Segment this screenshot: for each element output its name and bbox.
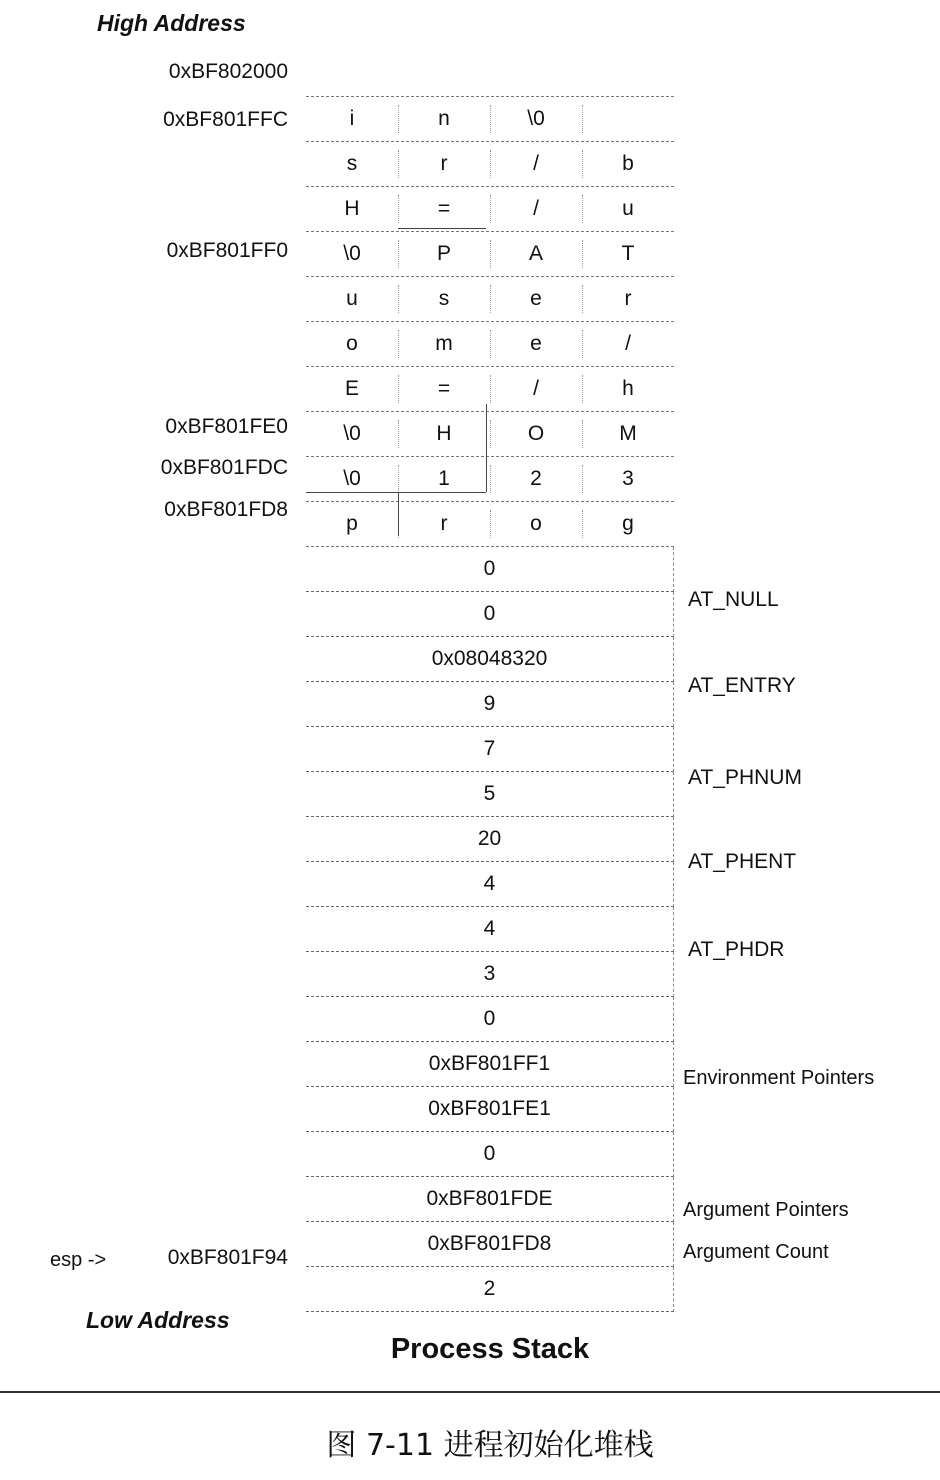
byte-cell: / bbox=[625, 332, 631, 355]
cell-divider bbox=[490, 465, 491, 493]
byte-cell bbox=[582, 97, 674, 141]
cell-divider bbox=[490, 195, 491, 223]
byte-row bbox=[306, 367, 674, 412]
byte-cell: H bbox=[344, 197, 360, 220]
byte-cell: M bbox=[619, 422, 637, 445]
cell-divider bbox=[490, 375, 491, 403]
stack-word: 0 bbox=[306, 547, 674, 592]
cell-divider bbox=[490, 150, 491, 178]
cell-divider bbox=[490, 240, 491, 268]
byte-row bbox=[306, 96, 674, 142]
address-label: 0xBF801FE0 bbox=[165, 415, 288, 438]
annotation-at-phnum: AT_PHNUM bbox=[688, 766, 802, 789]
byte-row bbox=[306, 277, 674, 322]
byte-cell: r bbox=[624, 287, 632, 310]
stack-word: 7 bbox=[306, 727, 674, 772]
byte-cell: r bbox=[440, 152, 448, 175]
low-address-label: Low Address bbox=[86, 1307, 230, 1333]
byte-cell: H bbox=[436, 422, 452, 445]
stack-word: 0 bbox=[306, 1132, 674, 1177]
cell-divider bbox=[582, 195, 583, 223]
highlight-box-line bbox=[398, 228, 486, 229]
byte-cell: b bbox=[622, 152, 634, 175]
byte-cell: p bbox=[346, 512, 358, 535]
cell-divider bbox=[490, 285, 491, 313]
annotation-env-pointers: Environment Pointers bbox=[683, 1067, 875, 1089]
cell-divider bbox=[582, 285, 583, 313]
byte-cell: 1 bbox=[438, 467, 450, 490]
figure-caption: 图 7-11 进程初始化堆栈 bbox=[326, 1428, 654, 1463]
byte-cell: o bbox=[530, 512, 542, 535]
byte-row bbox=[306, 457, 674, 502]
byte-cell: 2 bbox=[530, 467, 542, 490]
stack-word: 0xBF801FF1 bbox=[306, 1042, 674, 1087]
byte-cell: \0 bbox=[343, 467, 361, 490]
diagram-title: Process Stack bbox=[390, 1333, 590, 1365]
cell-divider bbox=[490, 330, 491, 358]
cell-divider bbox=[490, 105, 491, 133]
byte-cell: 3 bbox=[622, 467, 634, 490]
cell-divider bbox=[398, 195, 399, 223]
cell-divider bbox=[582, 330, 583, 358]
cell-divider bbox=[398, 240, 399, 268]
byte-row bbox=[306, 412, 674, 457]
byte-row bbox=[306, 322, 674, 367]
byte-row bbox=[306, 187, 674, 232]
stack-word: 0xBF801FDE bbox=[306, 1177, 674, 1222]
byte-cell: s bbox=[346, 152, 358, 175]
byte-cell: i bbox=[349, 107, 355, 130]
cell-divider bbox=[398, 150, 399, 178]
high-address-label: High Address bbox=[97, 10, 246, 36]
byte-cell: / bbox=[533, 152, 539, 175]
cell-divider bbox=[398, 465, 399, 493]
cell-divider bbox=[490, 420, 491, 448]
byte-cell: u bbox=[346, 287, 358, 310]
esp-address-label: 0xBF801F94 bbox=[167, 1246, 288, 1269]
cell-divider bbox=[398, 420, 399, 448]
cell-divider bbox=[582, 105, 583, 133]
byte-cell: s bbox=[438, 287, 450, 310]
byte-cell: \0 bbox=[343, 422, 361, 445]
byte-cell: = bbox=[437, 377, 451, 400]
cell-divider bbox=[582, 465, 583, 493]
stack-word: 3 bbox=[306, 952, 674, 997]
byte-cell: \0 bbox=[343, 242, 361, 265]
cell-divider bbox=[582, 150, 583, 178]
byte-cell: \0 bbox=[527, 107, 545, 130]
byte-row bbox=[306, 502, 674, 547]
address-label: 0xBF801FD8 bbox=[164, 498, 288, 521]
cell-divider bbox=[490, 510, 491, 538]
annotation-at-phent: AT_PHENT bbox=[688, 850, 797, 873]
cell-divider bbox=[398, 105, 399, 133]
byte-cell: g bbox=[622, 512, 634, 535]
address-label: 0xBF801FDC bbox=[160, 456, 288, 479]
stack-word: 0x08048320 bbox=[306, 637, 674, 682]
highlight-box-line bbox=[486, 404, 487, 492]
byte-row bbox=[306, 232, 674, 277]
stack-word: 2 bbox=[306, 1267, 674, 1312]
cell-divider bbox=[582, 375, 583, 403]
word-rows bbox=[306, 547, 674, 1312]
byte-cell: / bbox=[533, 197, 539, 220]
highlight-box-line bbox=[306, 492, 486, 493]
address-label: 0xBF802000 bbox=[168, 60, 288, 83]
cell-divider bbox=[582, 510, 583, 538]
stack-word: 0xBF801FD8 bbox=[306, 1222, 674, 1267]
byte-cell: T bbox=[621, 242, 635, 265]
byte-rows bbox=[306, 96, 674, 547]
byte-cell: o bbox=[346, 332, 358, 355]
cell-divider bbox=[398, 375, 399, 403]
byte-cell: n bbox=[438, 107, 450, 130]
stack-word: 0xBF801FE1 bbox=[306, 1087, 674, 1132]
process-stack-diagram bbox=[306, 96, 674, 1312]
byte-cell: = bbox=[437, 197, 451, 220]
byte-cell: / bbox=[533, 377, 539, 400]
annotation-arg-pointers: Argument Pointers bbox=[683, 1199, 849, 1221]
annotation-at-phdr: AT_PHDR bbox=[688, 938, 785, 961]
byte-cell: u bbox=[622, 197, 634, 220]
byte-cell: e bbox=[530, 332, 542, 355]
byte-cell: A bbox=[528, 242, 543, 265]
byte-cell: O bbox=[527, 422, 545, 445]
byte-cell: P bbox=[436, 242, 451, 265]
annotation-at-entry: AT_ENTRY bbox=[688, 674, 796, 697]
annotation-arg-count: Argument Count bbox=[683, 1241, 829, 1263]
byte-cell: h bbox=[622, 377, 634, 400]
byte-cell: E bbox=[344, 377, 359, 400]
byte-cell: m bbox=[435, 332, 453, 355]
address-label: 0xBF801FFC bbox=[163, 108, 288, 131]
stack-word: 20 bbox=[306, 817, 674, 862]
caption-rule bbox=[0, 1391, 940, 1393]
annotation-at-null: AT_NULL bbox=[688, 588, 779, 611]
highlight-box-line bbox=[398, 492, 399, 536]
byte-row bbox=[306, 142, 674, 187]
stack-word: 4 bbox=[306, 862, 674, 907]
stack-word: 9 bbox=[306, 682, 674, 727]
cell-divider bbox=[582, 240, 583, 268]
stack-word: 4 bbox=[306, 907, 674, 952]
cell-divider bbox=[582, 420, 583, 448]
byte-cell: e bbox=[530, 287, 542, 310]
stack-word: 0 bbox=[306, 592, 674, 637]
byte-cell: r bbox=[440, 512, 448, 535]
cell-divider bbox=[398, 330, 399, 358]
stack-word: 0 bbox=[306, 997, 674, 1042]
stack-word: 5 bbox=[306, 772, 674, 817]
address-label: 0xBF801FF0 bbox=[166, 239, 288, 262]
cell-divider bbox=[398, 285, 399, 313]
esp-pointer-label: esp -> bbox=[50, 1249, 107, 1271]
